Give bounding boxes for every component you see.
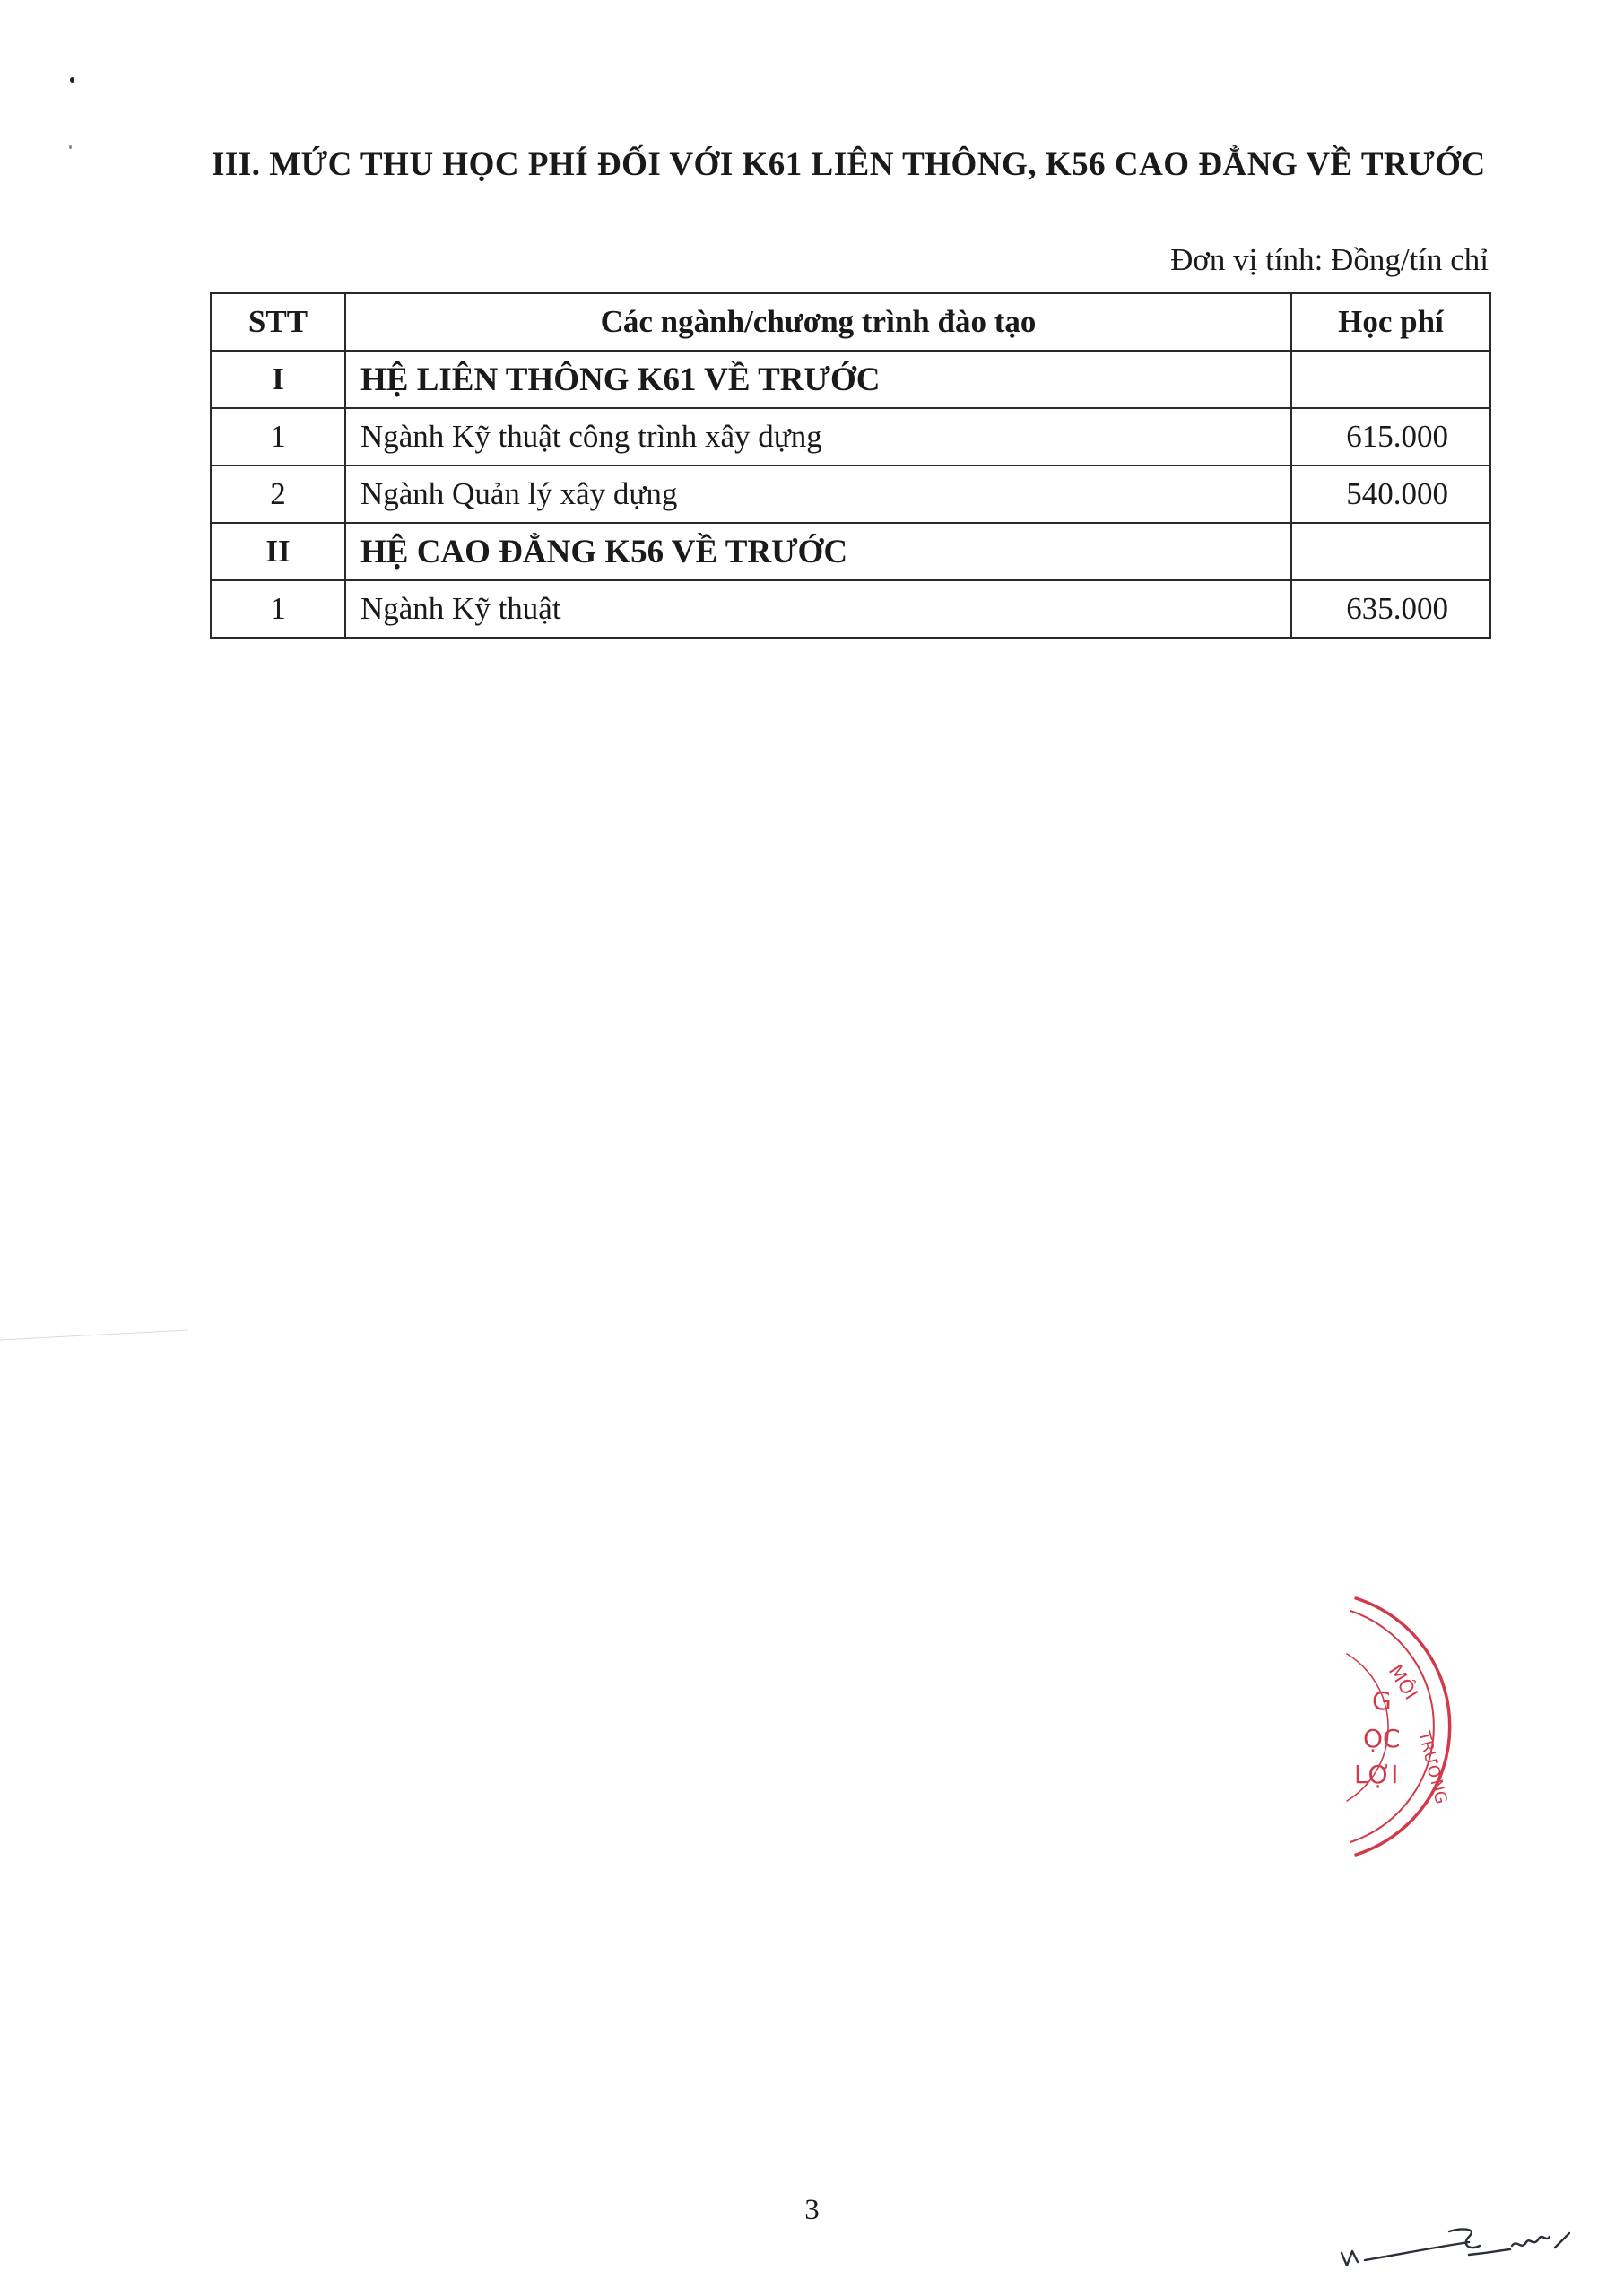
row-number: 2 — [211, 465, 345, 523]
group-name: HỆ CAO ĐẲNG K56 VỀ TRƯỚC — [345, 523, 1291, 580]
program-name: Ngành Kỹ thuật công trình xây dựng — [345, 408, 1291, 465]
fee-value: 615.000 — [1291, 408, 1490, 465]
row-number: 1 — [211, 580, 345, 638]
section-heading: III. MỨC THU HỌC PHÍ ĐỐI VỚI K61 LIÊN THÔNG, K56 CAO ĐẲNG VỀ TRƯỚC — [212, 146, 1486, 183]
red-seal-stamp — [1325, 1587, 1478, 1866]
scan-speck — [69, 145, 72, 149]
table-row — [211, 408, 1490, 465]
scan-artifact-line — [0, 1330, 188, 1341]
page-number: 3 — [804, 2194, 820, 2226]
unit-note: Đơn vị tính: Đồng/tín chỉ — [1170, 242, 1489, 277]
stamp-text: ỌC — [1363, 1724, 1401, 1753]
tuition-fee-table — [210, 292, 1491, 639]
group-row — [211, 351, 1490, 408]
table-row — [211, 465, 1490, 523]
header-program: Các ngành/chương trình đào tạo — [345, 293, 1291, 351]
handwritten-signature — [1334, 2215, 1594, 2278]
program-name: Ngành Kỹ thuật — [345, 580, 1291, 638]
group-name: HỆ LIÊN THÔNG K61 VỀ TRƯỚC — [345, 351, 1291, 408]
group-number: I — [211, 351, 345, 408]
group-row — [211, 523, 1490, 580]
program-name: Ngành Quản lý xây dựng — [345, 465, 1291, 523]
fee-value: 540.000 — [1291, 465, 1490, 523]
row-number: 1 — [211, 408, 345, 465]
scan-speck — [70, 77, 74, 83]
stamp-text: LỢI — [1354, 1760, 1399, 1789]
header-stt: STT — [211, 293, 345, 351]
table-row — [211, 580, 1490, 638]
fee-value: 635.000 — [1291, 580, 1490, 638]
header-fee: Học phí — [1291, 293, 1490, 351]
group-number: II — [211, 523, 345, 580]
table-header-row — [211, 293, 1490, 351]
group-fee-empty — [1291, 523, 1490, 580]
group-fee-empty — [1291, 351, 1490, 408]
stamp-text: G — [1372, 1686, 1392, 1716]
stamp-text: MÔI — [1384, 1660, 1422, 1704]
stamp-text: TRƯỜNG — [1414, 1729, 1451, 1806]
